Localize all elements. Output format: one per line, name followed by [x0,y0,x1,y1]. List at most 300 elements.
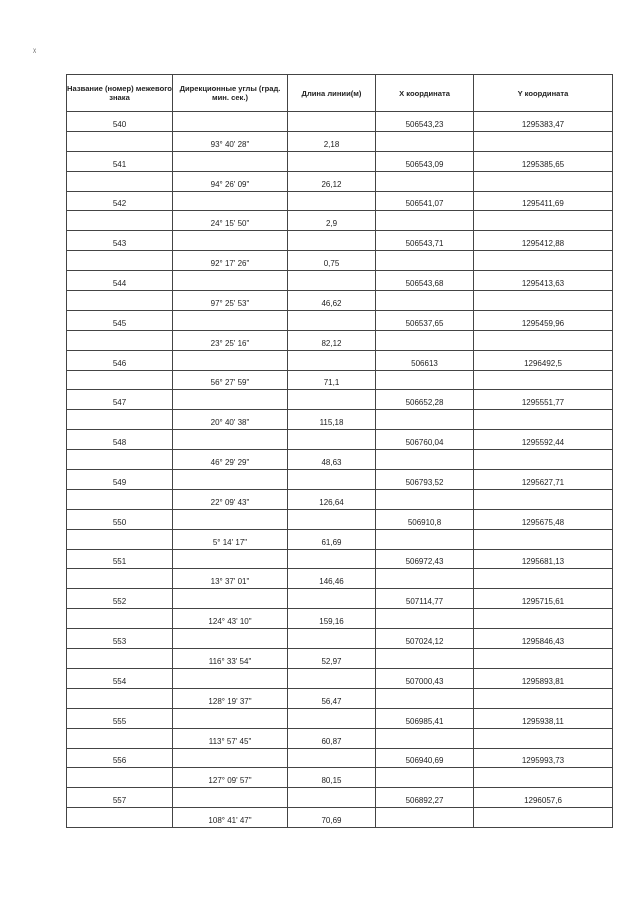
point-y-cell [474,271,613,291]
table-row-point [67,430,613,450]
segment-x-cell [376,291,474,311]
point-name-cell [67,708,173,728]
point-y-cell [474,470,613,490]
point-y-cell [474,231,613,251]
point-y-cell [474,390,613,410]
segment-length-cell-text: 70,69 [321,816,342,826]
point-x-cell [376,549,474,569]
point-angle-cell [173,350,288,370]
table-row-segment [67,808,613,828]
segment-y-cell [474,529,613,549]
point-x-cell-text: 506543,23 [405,119,444,129]
point-y-cell [474,708,613,728]
point-angle-cell [173,509,288,529]
point-length-cell [288,151,376,171]
point-name-cell [67,509,173,529]
header-x: X координата [376,75,474,112]
segment-angle-cell [173,410,288,430]
point-angle-cell [173,151,288,171]
point-angle-cell [173,629,288,649]
segment-length-cell [288,489,376,509]
table-row-point [67,668,613,688]
table-row-point [67,390,613,410]
table-row-segment [67,569,613,589]
point-y-cell-text: 1295627,71 [521,477,565,487]
point-length-cell [288,788,376,808]
table-row-segment [67,688,613,708]
point-name-cell [67,231,173,251]
table-row-segment [67,609,613,629]
point-name-cell-text: 549 [112,477,127,487]
point-y-cell-text: 1295715,61 [521,597,565,607]
segment-angle-cell [173,768,288,788]
point-x-cell-text: 506940,69 [405,756,444,766]
segment-length-cell [288,529,376,549]
segment-angle-cell-text: 5° 14' 17" [212,537,248,547]
point-name-cell [67,310,173,330]
segment-name-cell [67,330,173,350]
segment-angle-cell-text: 23° 25' 16" [210,338,250,348]
point-y-cell-text: 1295459,96 [521,318,565,328]
point-length-cell [288,430,376,450]
segment-name-cell [67,808,173,828]
point-y-cell-text: 1295413,63 [521,279,565,289]
segment-angle-cell [173,370,288,390]
table-row-point [67,271,613,291]
point-angle-cell [173,112,288,132]
point-x-cell [376,788,474,808]
point-x-cell [376,271,474,291]
point-y-cell-text: 1295412,88 [521,239,565,249]
segment-length-cell [288,131,376,151]
segment-angle-cell [173,211,288,231]
segment-name-cell [67,410,173,430]
segment-x-cell [376,171,474,191]
segment-x-cell [376,131,474,151]
segment-length-cell-text: 61,69 [321,537,342,547]
point-length-cell [288,231,376,251]
table-row-point [67,151,613,171]
segment-angle-cell-text: 93° 40' 28" [210,139,250,149]
segment-y-cell [474,808,613,828]
segment-name-cell [67,131,173,151]
table-row-point [67,589,613,609]
point-name-cell [67,629,173,649]
point-x-cell-text: 506543,68 [405,279,444,289]
segment-length-cell-text: 71,1 [323,378,340,388]
segment-angle-cell-text: 124° 43' 10" [208,617,252,627]
point-name-cell-text: 544 [112,279,127,289]
point-name-cell [67,151,173,171]
point-y-cell [474,430,613,450]
segment-x-cell [376,410,474,430]
point-length-cell [288,112,376,132]
segment-y-cell [474,251,613,271]
table-row-segment [67,450,613,470]
point-length-cell [288,748,376,768]
point-angle-cell [173,470,288,490]
segment-length-cell-text: 46,62 [321,298,342,308]
point-y-cell [474,549,613,569]
table-row-point [67,112,613,132]
point-y-cell [474,748,613,768]
point-name-cell-text: 554 [112,676,127,686]
segment-x-cell [376,649,474,669]
point-name-cell [67,589,173,609]
table-row-segment [67,410,613,430]
segment-name-cell [67,450,173,470]
point-name-cell-text: 548 [112,438,127,448]
segment-x-cell [376,768,474,788]
segment-length-cell-text: 48,63 [321,458,342,468]
table-row-point [67,191,613,211]
table-row-point [67,629,613,649]
point-length-cell [288,549,376,569]
point-x-cell [376,629,474,649]
segment-length-cell-text: 159,16 [319,617,344,627]
point-angle-cell [173,549,288,569]
table-row-point [67,509,613,529]
segment-angle-cell-text: 97° 25' 53" [210,298,250,308]
segment-y-cell [474,609,613,629]
table-row-segment [67,330,613,350]
table-row-segment [67,291,613,311]
point-y-cell [474,350,613,370]
point-length-cell [288,708,376,728]
segment-y-cell [474,649,613,669]
segment-angle-cell-text: 13° 37' 01" [210,577,250,587]
segment-y-cell [474,171,613,191]
segment-angle-cell [173,529,288,549]
segment-length-cell-text: 0,75 [323,259,340,269]
point-y-cell-text: 1295993,73 [521,756,565,766]
segment-name-cell [67,609,173,629]
header-y: Y координата [474,75,613,112]
segment-angle-cell-text: 20° 40' 38" [210,418,250,428]
segment-name-cell [67,171,173,191]
point-name-cell [67,191,173,211]
point-name-cell-text: 551 [112,557,127,567]
segment-y-cell [474,291,613,311]
point-y-cell-text: 1295938,11 [522,716,564,726]
point-y-cell-text: 1295846,43 [521,637,565,647]
point-x-cell [376,430,474,450]
segment-name-cell [67,649,173,669]
segment-length-cell-text: 2,18 [323,139,340,149]
point-x-cell [376,470,474,490]
segment-length-cell [288,808,376,828]
point-x-cell-text: 506543,71 [405,239,444,249]
point-name-cell-text: 541 [112,159,127,169]
point-name-cell-text: 540 [112,119,127,129]
point-name-cell-text: 553 [112,637,127,647]
point-y-cell [474,589,613,609]
segment-angle-cell [173,171,288,191]
point-name-cell [67,748,173,768]
segment-y-cell [474,768,613,788]
point-y-cell-text: 1295681,13 [521,557,565,567]
point-x-cell [376,589,474,609]
segment-angle-cell [173,131,288,151]
table-row-segment [67,370,613,390]
point-name-cell [67,350,173,370]
segment-length-cell-text: 80,15 [321,776,342,786]
point-length-cell [288,509,376,529]
segment-angle-cell [173,569,288,589]
point-y-cell-text: 1295551,77 [521,398,565,408]
table-row-point [67,231,613,251]
point-angle-cell [173,430,288,450]
point-y-cell [474,310,613,330]
point-x-cell-text: 506760,04 [405,438,444,448]
point-name-cell [67,390,173,410]
point-name-cell-text: 556 [112,756,127,766]
segment-length-cell [288,728,376,748]
segment-length-cell [288,569,376,589]
segment-x-cell [376,251,474,271]
segment-name-cell [67,768,173,788]
point-name-cell-text: 550 [112,517,127,527]
point-x-cell [376,708,474,728]
point-name-cell-text: 545 [112,318,127,328]
point-x-cell-text: 506793,52 [405,477,444,487]
segment-angle-cell [173,251,288,271]
point-x-cell [376,112,474,132]
segment-x-cell [376,370,474,390]
segment-y-cell [474,688,613,708]
point-x-cell-text: 506613 [411,358,438,368]
segment-angle-cell-text: 128° 19' 37" [208,696,252,706]
point-y-cell-text: 1295893,81 [521,676,565,686]
table-row-segment [67,489,613,509]
point-x-cell-text: 507114,77 [405,597,444,607]
segment-name-cell [67,251,173,271]
segment-y-cell [474,489,613,509]
table-row-point [67,470,613,490]
segment-name-cell [67,370,173,390]
point-angle-cell [173,310,288,330]
segment-name-cell [67,569,173,589]
segment-angle-cell-text: 46° 29' 29" [210,458,250,468]
segment-angle-cell-text: 56° 27' 59" [210,378,250,388]
point-name-cell [67,788,173,808]
segment-length-cell [288,171,376,191]
segment-angle-cell [173,489,288,509]
point-name-cell-text: 542 [112,199,127,209]
point-angle-cell [173,708,288,728]
table-header-row [67,75,613,112]
point-length-cell [288,668,376,688]
segment-x-cell [376,688,474,708]
point-x-cell [376,231,474,251]
point-y-cell [474,668,613,688]
header-name: Название (номер) межевого знака [67,75,173,112]
segment-y-cell [474,370,613,390]
point-angle-cell [173,668,288,688]
segment-length-cell-text: 146,46 [319,577,344,587]
segment-angle-cell [173,609,288,629]
point-angle-cell [173,788,288,808]
table-row-segment [67,768,613,788]
point-angle-cell [173,191,288,211]
segment-length-cell [288,251,376,271]
segment-x-cell [376,489,474,509]
segment-length-cell-text: 2,9 [325,219,338,229]
header-angle: Дирекционные углы (град. мин. сек.) [173,75,288,112]
segment-x-cell [376,330,474,350]
table-row-point [67,708,613,728]
point-angle-cell [173,589,288,609]
segment-angle-cell-text: 92° 17' 26" [210,259,250,269]
point-y-cell [474,191,613,211]
segment-length-cell-text: 52,97 [321,656,342,666]
segment-length-cell [288,370,376,390]
point-x-cell-text: 506985,41 [405,716,444,726]
segment-name-cell [67,728,173,748]
point-x-cell [376,390,474,410]
point-name-cell [67,668,173,688]
point-x-cell [376,310,474,330]
table-row-segment [67,728,613,748]
point-x-cell [376,350,474,370]
segment-length-cell-text: 56,47 [321,696,342,706]
point-y-cell [474,509,613,529]
segment-y-cell [474,569,613,589]
point-x-cell [376,191,474,211]
segment-angle-cell [173,330,288,350]
segment-name-cell [67,211,173,231]
point-x-cell-text: 507000,43 [405,676,444,686]
scan-mark: ᵡ [33,46,37,56]
header-length: Длина линии(м) [288,75,376,112]
table-row-segment [67,131,613,151]
point-angle-cell [173,271,288,291]
point-angle-cell [173,390,288,410]
point-name-cell [67,112,173,132]
point-name-cell [67,549,173,569]
segment-name-cell [67,529,173,549]
segment-x-cell [376,728,474,748]
point-x-cell [376,151,474,171]
segment-x-cell [376,609,474,629]
point-y-cell-text: 1296057,6 [524,796,562,806]
point-length-cell [288,390,376,410]
point-y-cell [474,629,613,649]
table-row-segment [67,171,613,191]
table-row-segment [67,251,613,271]
segment-length-cell [288,450,376,470]
point-y-cell-text: 1295592,44 [521,438,565,448]
table-row-segment [67,649,613,669]
point-x-cell-text: 506972,43 [405,557,444,567]
point-y-cell-text: 1295385,65 [521,159,565,169]
segment-angle-cell-text: 94° 26' 09" [210,179,250,189]
point-length-cell [288,271,376,291]
point-name-cell-text: 543 [112,239,127,249]
point-length-cell [288,191,376,211]
segment-angle-cell [173,808,288,828]
segment-length-cell-text: 60,87 [321,736,342,746]
point-name-cell [67,430,173,450]
point-name-cell [67,470,173,490]
point-name-cell [67,271,173,291]
segment-y-cell [474,728,613,748]
segment-angle-cell-text: 108° 41' 47" [208,816,252,826]
segment-length-cell [288,330,376,350]
segment-y-cell [474,330,613,350]
table-body [67,112,613,828]
point-angle-cell [173,748,288,768]
point-x-cell-text: 506652,28 [405,398,444,408]
segment-name-cell [67,688,173,708]
point-x-cell [376,509,474,529]
point-name-cell-text: 552 [112,597,127,607]
segment-angle-cell-text: 127° 09' 57" [208,776,252,786]
point-x-cell [376,748,474,768]
point-y-cell [474,151,613,171]
segment-angle-cell-text: 22° 09' 43" [210,497,250,507]
segment-angle-cell [173,450,288,470]
segment-length-cell [288,211,376,231]
point-y-cell [474,112,613,132]
point-x-cell [376,668,474,688]
segment-length-cell [288,649,376,669]
point-name-cell-text: 546 [112,358,127,368]
table-row-segment [67,529,613,549]
segment-angle-cell [173,649,288,669]
point-y-cell-text: 1295675,48 [521,517,565,527]
segment-angle-cell-text: 24° 15' 50" [210,219,250,229]
segment-y-cell [474,410,613,430]
segment-angle-cell [173,688,288,708]
segment-length-cell-text: 115,18 [319,418,344,428]
segment-x-cell [376,450,474,470]
table-row-segment [67,211,613,231]
segment-x-cell [376,569,474,589]
segment-length-cell [288,291,376,311]
segment-y-cell [474,211,613,231]
point-y-cell-text: 1295383,47 [521,119,565,129]
point-x-cell-text: 507024,12 [405,637,444,647]
segment-name-cell [67,489,173,509]
point-y-cell [474,788,613,808]
segment-angle-cell [173,728,288,748]
point-x-cell-text: 506892,27 [405,796,444,806]
point-angle-cell [173,231,288,251]
table-row-point [67,549,613,569]
segment-angle-cell [173,291,288,311]
point-x-cell-text: 506541,07 [405,199,444,209]
point-name-cell-text: 557 [112,796,127,806]
table-row-point [67,748,613,768]
table-row-point [67,350,613,370]
segment-length-cell-text: 82,12 [321,338,342,348]
point-y-cell-text: 1296492,5 [524,358,562,368]
point-name-cell-text: 547 [112,398,127,408]
segment-x-cell [376,211,474,231]
point-length-cell [288,629,376,649]
segment-angle-cell-text: 116° 33' 54" [208,656,252,666]
segment-length-cell [288,688,376,708]
point-y-cell-text: 1295411,69 [522,199,564,209]
segment-angle-cell-text: 113° 57' 45" [208,736,252,746]
boundary-points-table [66,74,613,828]
segment-x-cell [376,808,474,828]
point-length-cell [288,470,376,490]
segment-name-cell [67,291,173,311]
point-x-cell-text: 506537,65 [405,318,444,328]
table-row-point [67,788,613,808]
